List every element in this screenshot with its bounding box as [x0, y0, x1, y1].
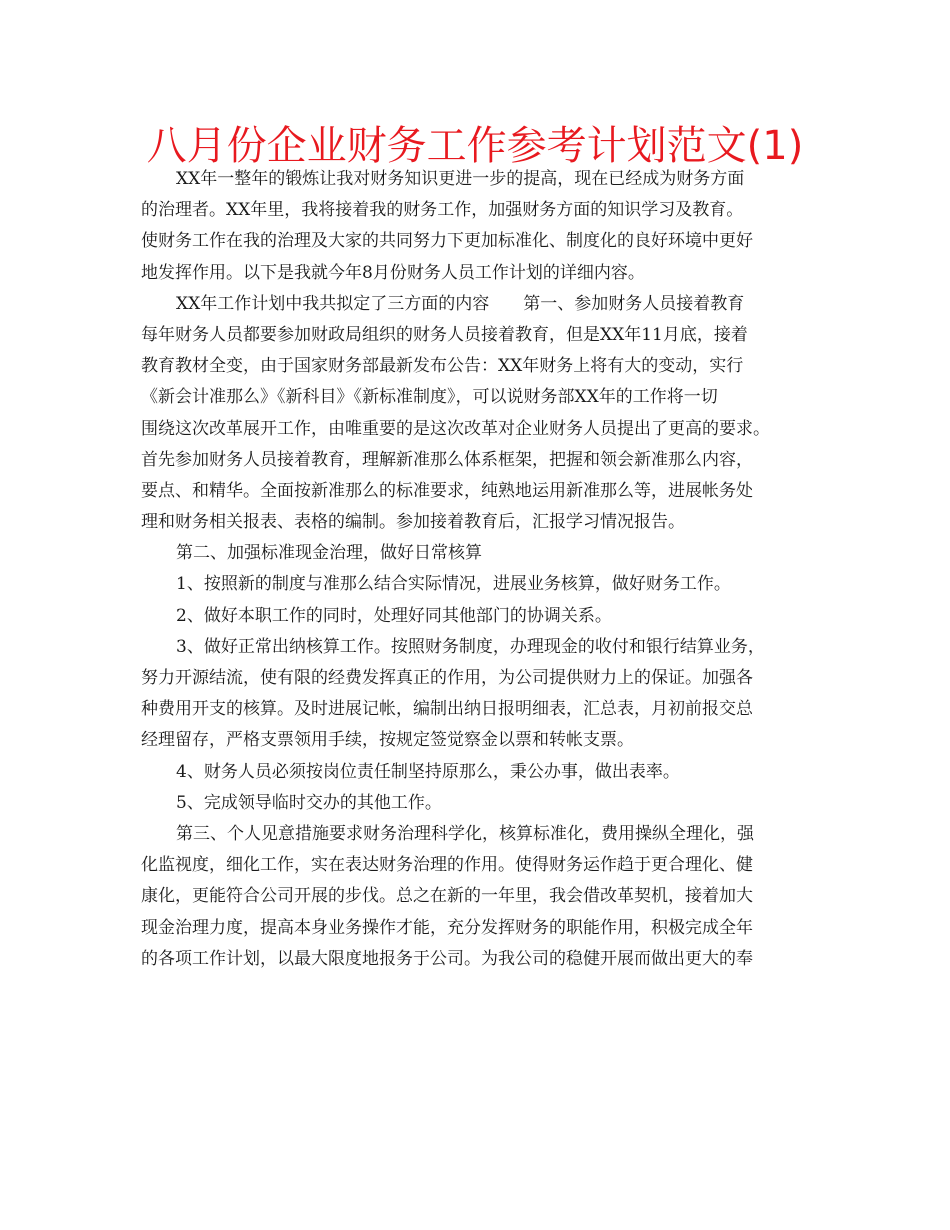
text-line: 第二、加强标准现金治理，做好日常核算 [176, 543, 482, 564]
document-title: 八月份企业财务工作参考计划范文(1) [146, 123, 804, 169]
text-line: 《新会计准那么》《新科目》《新标准制度》，可以说财务部XX年的工作将一切 [141, 387, 718, 408]
text-line: 要点、和精华。全面按新准那么的标准要求，纯熟地运用新准那么等，进展帐务处 [141, 480, 753, 501]
text-line: 经理留存，严格支票领用手续，按规定签觉察金以票和转帐支票。 [141, 730, 634, 751]
text-line: 康化，更能符合公司开展的步伐。总之在新的一年里，我会借改革契机，接着加大 [141, 886, 753, 907]
text-line: 的各项工作计划，以最大限度地报务于公司。为我公司的稳健开展而做出更大的奉 [141, 948, 753, 969]
text-line: 1、按照新的制度与准那么结合实际情况，进展业务核算，做好财务工作。 [176, 574, 731, 595]
text-line: 3、做好正常出纳核算工作。按照财务制度，办理现金的收付和银行结算业务， [176, 636, 765, 657]
text-line: 现金治理力度，提高本身业务操作才能，充分发挥财务的职能作用，积极完成全年 [141, 917, 753, 938]
text-line: 第三、个人见意措施要求财务治理科学化，核算标准化，费用操纵全理化，强 [176, 823, 754, 844]
document-body [141, 164, 831, 975]
text-line: 每年财务人员都要参加财政局组织的财务人员接着教育，但是XX年11月底，接着 [141, 324, 748, 345]
text-line: 努力开源结流，使有限的经费发挥真正的作用，为公司提供财力上的保证。加强各 [141, 668, 753, 688]
text-line: 的治理者。XX年里，我将接着我的财务工作，加强财务方面的知识学习及教育。 [141, 200, 744, 221]
text-line: 使财务工作在我的治理及大家的共同努力下更加标准化、制度化的良好环境中更好 [141, 231, 753, 252]
text-line: 4、财务人员必须按岗位责任制坚持原那么，秉公办事，做出表率。 [176, 761, 680, 782]
text-line: XX年工作计划中我共拟定了三方面的内容 第一、参加财务人员接着教育 [176, 293, 745, 314]
text-line: 2、做好本职工作的同时，处理好同其他部门的协调关系。 [176, 605, 612, 626]
text-line: 教育教材全变，由于国家财务部最新发布公告：XX年财务上将有大的变动，实行 [141, 356, 744, 377]
text-line: 种费用开支的核算。及时进展记帐，编制出纳日报明细表，汇总表，月初前报交总 [141, 699, 753, 720]
text-line: 围绕这次改革展开工作，由唯重要的是这次改革对企业财务人员提出了更高的要求。 [141, 418, 770, 439]
text-line: 首先参加财务人员接着教育，理解新准那么体系框架，把握和领会新准那么内容， [141, 449, 753, 470]
text-line: 理和财务相关报表、表格的编制。参加接着教育后，汇报学习情况报告。 [141, 512, 685, 533]
text-line: 化监视度，细化工作，实在表达财务治理的作用。使得财务运作趋于更合理化、健 [141, 855, 753, 876]
text-line: 地发挥作用。以下是我就今年8月份财务人员工作计划的详细内容。 [141, 262, 645, 283]
text-line: 5、完成领导临时交办的其他工作。 [176, 792, 442, 813]
text-line: XX年一整年的锻炼让我对财务知识更进一步的提高，现在已经成为财务方面 [176, 169, 745, 189]
